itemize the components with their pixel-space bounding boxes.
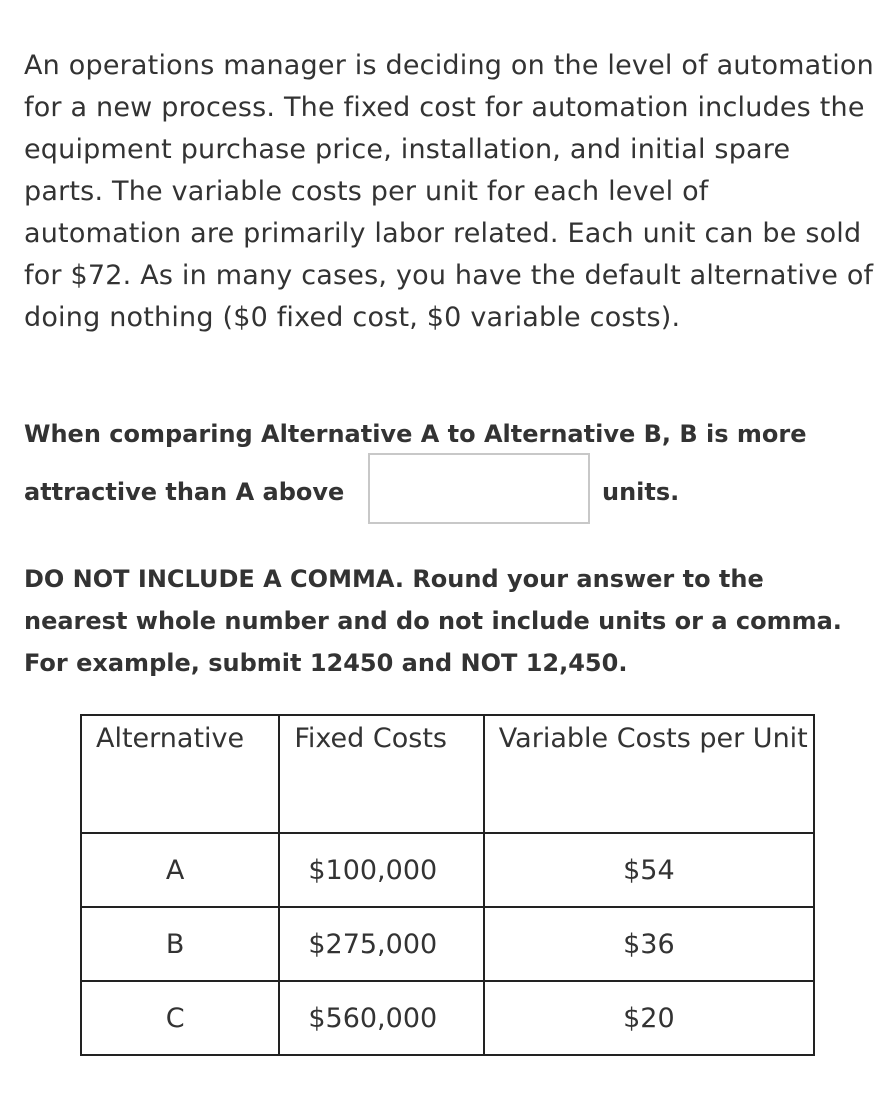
alternatives-table [80, 714, 815, 1056]
question-text-line1: When comparing Alternative A to Alternative B, B is more [24, 420, 807, 448]
variable-cost-cell: $54 [484, 833, 814, 907]
fixed-cost-cell: $275,000 [279, 907, 483, 981]
table-row [81, 833, 814, 907]
table-row [81, 981, 814, 1055]
question-text-prefix: attractive than A above [24, 478, 345, 506]
table-row [81, 907, 814, 981]
alternative-cell: A [81, 833, 279, 907]
fixed-cost-cell: $100,000 [279, 833, 483, 907]
answer-input[interactable] [368, 453, 590, 524]
alternative-cell: B [81, 907, 279, 981]
problem-statement: An operations manager is deciding on the level of automation for a new process. The fixed cost for automation includes the equipment purchase price, installation, and initial spare parts. The variable costs per unit for each level of automation are primarily labor related. Each unit can be sold for $72. As in many cases, you have the default alternative of doing nothing ($0 fixed cost, $0 variable costs). [24, 50, 874, 333]
alternative-cell: C [81, 981, 279, 1055]
fixed-cost-cell: $560,000 [279, 981, 483, 1055]
header-alternative: Alternative [81, 715, 279, 833]
header-variable-costs: Variable Costs per Unit [484, 715, 814, 833]
variable-cost-cell: $20 [484, 981, 814, 1055]
question-text-suffix: units. [602, 478, 680, 506]
instructions-text: DO NOT INCLUDE A COMMA. Round your answer to the nearest whole number and do not include units or a comma. For example, submit 12450 and NOT 12,450. [24, 565, 842, 677]
table-header-row [81, 715, 814, 833]
header-fixed-costs: Fixed Costs [279, 715, 483, 833]
variable-cost-cell: $36 [484, 907, 814, 981]
